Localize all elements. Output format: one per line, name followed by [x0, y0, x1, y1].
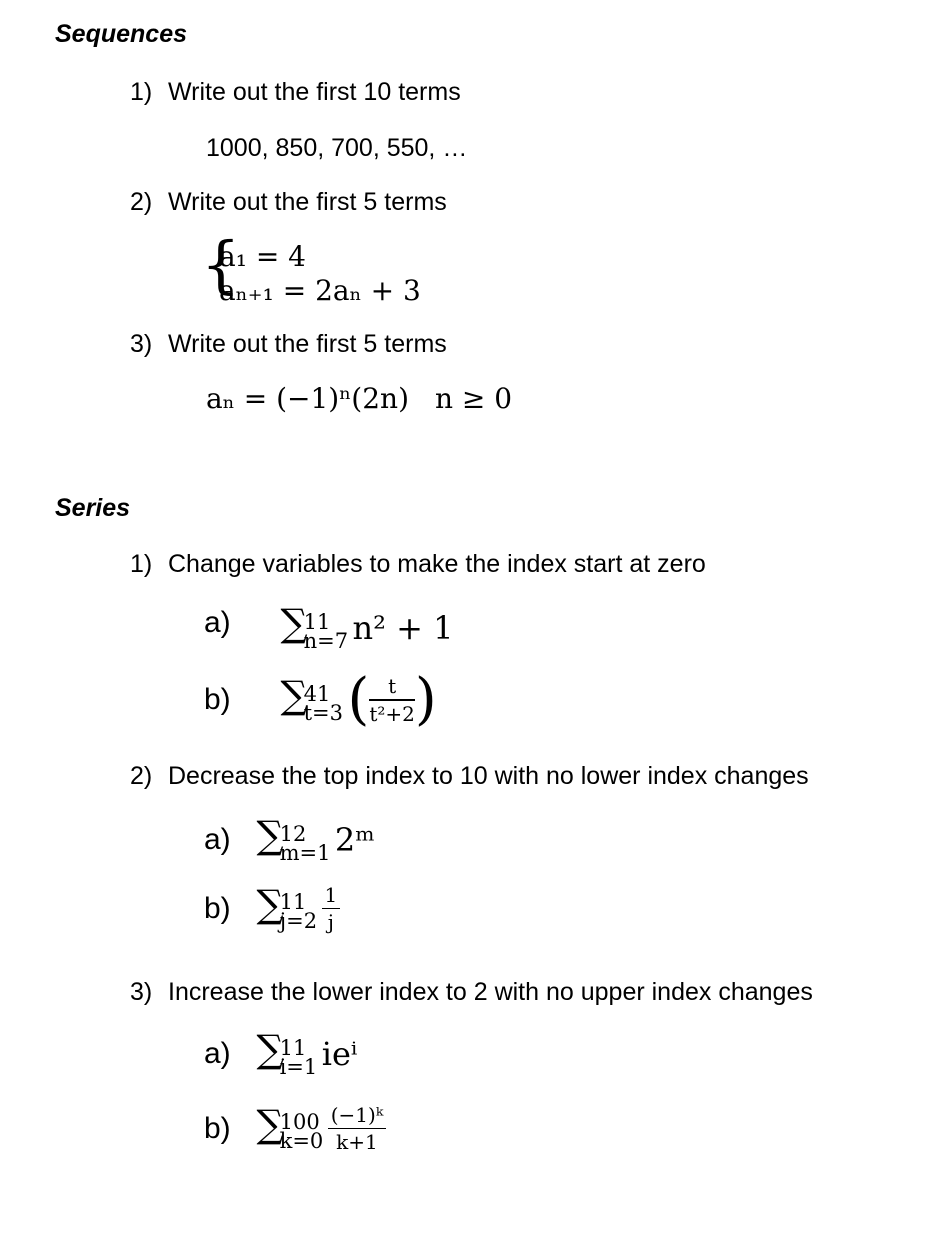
problem-text: Change variables to make the index start at zero [168, 550, 706, 578]
upper-limit: 100 [279, 1110, 320, 1135]
numerator: 1 [322, 884, 341, 909]
item-label: a) [204, 1036, 231, 1070]
problem-number: 3) [130, 978, 153, 1006]
upper-limit: 11 [279, 1035, 307, 1060]
problem-number: 3) [130, 330, 153, 358]
sigma-icon: ∑ [256, 1101, 284, 1146]
summation [280, 601, 349, 653]
fraction [328, 1104, 386, 1153]
left-paren: ( [347, 667, 370, 732]
lower-limit: j=2 [279, 909, 318, 934]
problem-number: 1) [130, 550, 153, 578]
denominator: j [327, 910, 334, 934]
lower-limit: t=3 [303, 700, 343, 725]
item-label: a) [204, 606, 231, 640]
sequence-problem-3 [130, 330, 447, 359]
sigma-icon: ∑ [256, 1027, 284, 1071]
fraction [369, 675, 415, 725]
item-label: b) [204, 891, 231, 925]
numerator: (−1)ᵏ [328, 1104, 386, 1129]
right-paren: ) [414, 667, 437, 732]
sigma-icon: ∑ [280, 673, 308, 718]
item-label: b) [204, 1111, 231, 1145]
summation [256, 813, 331, 865]
problem-text: Write out the first 10 terms [168, 78, 461, 106]
series-problem-3 [130, 978, 813, 1007]
lower-limit: m=1 [279, 840, 331, 865]
item-label: b) [204, 683, 231, 716]
numerator: t [369, 675, 415, 701]
summation [256, 1027, 318, 1079]
sequences-heading: Sequences [55, 20, 188, 48]
recurrence-rule: aₙ₊₁ = 2aₙ + 3 [219, 274, 421, 307]
recurrence-initial: a₁ = 4 [219, 240, 306, 273]
item-label: a) [204, 822, 231, 856]
formula-condition: n ≥ 0 [435, 382, 513, 415]
summation [256, 1101, 324, 1154]
sequence-terms: 1000, 850, 700, 550, … [206, 134, 468, 162]
summand: ieⁱ [321, 1034, 358, 1073]
series-item-1b [204, 667, 437, 732]
series-item-3a [204, 1027, 358, 1079]
upper-limit: 12 [279, 821, 307, 846]
sigma-icon: ∑ [280, 601, 308, 645]
sequence-problem-1 [130, 78, 461, 107]
sequence-problem-2 [130, 188, 447, 217]
upper-limit: 11 [279, 890, 307, 915]
problem-text: Write out the first 5 terms [168, 330, 447, 358]
fraction [322, 884, 341, 933]
problem-text: Decrease the top index to 10 with no lower index changes [168, 762, 809, 790]
upper-limit: 11 [303, 609, 331, 634]
problem-text: Increase the lower index to 2 with no upper index changes [168, 978, 813, 1006]
sigma-icon: ∑ [256, 813, 284, 857]
left-brace: { [201, 228, 241, 301]
lower-limit: i=1 [279, 1054, 318, 1079]
formula: aₙ = (−1)ⁿ(2n) [206, 382, 409, 415]
series-problem-2 [130, 762, 809, 791]
denominator: t²+2 [369, 702, 415, 726]
sigma-icon: ∑ [256, 881, 284, 926]
problem-number: 2) [130, 188, 153, 216]
summation [280, 673, 343, 725]
problem-text: Write out the first 5 terms [168, 188, 447, 216]
summand: n² + 1 [352, 608, 454, 647]
series-item-3b [204, 1101, 386, 1154]
series-problem-1 [130, 550, 706, 579]
problem-number: 1) [130, 78, 153, 106]
upper-limit: 41 [303, 681, 331, 706]
problem-number: 2) [130, 762, 153, 790]
summation [256, 881, 318, 934]
series-item-1a [204, 601, 454, 653]
series-heading: Series [55, 494, 131, 522]
lower-limit: n=7 [303, 628, 349, 653]
lower-limit: k=0 [279, 1129, 324, 1154]
series-item-2a [204, 813, 375, 865]
denominator: k+1 [336, 1130, 378, 1154]
series-item-2b [204, 881, 340, 934]
summand: 2ᵐ [334, 820, 375, 859]
explicit-formula [206, 382, 512, 415]
